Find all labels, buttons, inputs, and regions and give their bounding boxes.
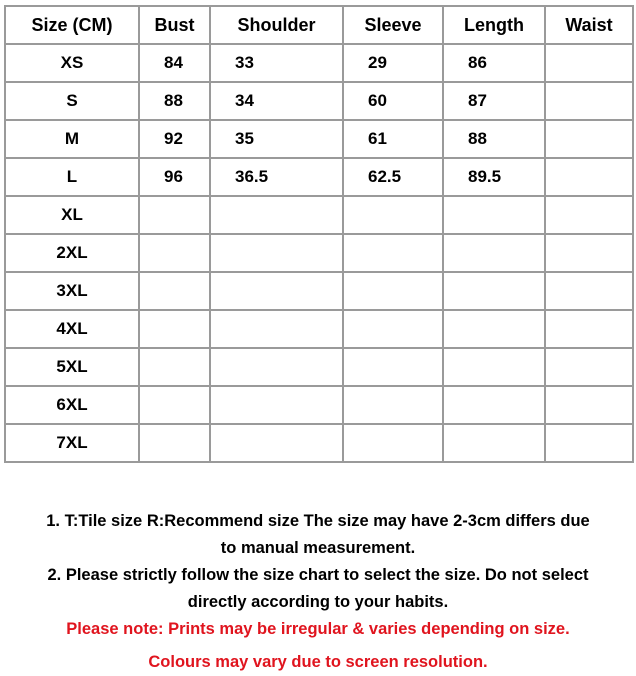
cell-length [443, 272, 545, 310]
cell-length [443, 386, 545, 424]
table-row [5, 386, 633, 424]
table-row [5, 272, 633, 310]
cell-length [443, 424, 545, 462]
cell-size: 4XL [5, 310, 139, 348]
cell-shoulder [210, 424, 343, 462]
cell-shoulder [210, 348, 343, 386]
cell-shoulder: 36.5 [210, 158, 343, 196]
note-1-line-2: to manual measurement. [220, 539, 416, 557]
cell-sleeve [343, 386, 443, 424]
table-row [5, 120, 633, 158]
cell-bust [139, 234, 210, 272]
cell-shoulder [210, 272, 343, 310]
cell-shoulder: 33 [210, 44, 343, 82]
cell-size: 6XL [5, 386, 139, 424]
cell-shoulder [210, 234, 343, 272]
size-chart-table [4, 5, 634, 463]
cell-bust [139, 272, 210, 310]
cell-bust [139, 348, 210, 386]
table-row [5, 196, 633, 234]
cell-bust: 92 [139, 120, 210, 158]
cell-size: 3XL [5, 272, 139, 310]
cell-sleeve [343, 234, 443, 272]
table-row [5, 310, 633, 348]
cell-bust: 88 [139, 82, 210, 120]
header-shoulder: Shoulder [210, 6, 343, 44]
cell-size: 7XL [5, 424, 139, 462]
cell-shoulder [210, 310, 343, 348]
cell-shoulder: 35 [210, 120, 343, 158]
cell-waist [545, 82, 633, 120]
notes-section [0, 508, 636, 676]
cell-sleeve: 60 [343, 82, 443, 120]
cell-waist [545, 120, 633, 158]
note-2-line-2: directly according to your habits. [187, 593, 449, 611]
header-waist: Waist [545, 6, 633, 44]
cell-shoulder: 34 [210, 82, 343, 120]
cell-size: XS [5, 44, 139, 82]
header-row [5, 6, 633, 44]
cell-bust [139, 424, 210, 462]
warning-colours: Colours may vary due to screen resolution. [148, 653, 488, 671]
cell-length: 88 [443, 120, 545, 158]
table-row [5, 424, 633, 462]
note-1-line-1: 1. T:Tile size R:Recommend size The size may have 2-3cm differs due [46, 512, 590, 530]
cell-waist [545, 196, 633, 234]
cell-length [443, 196, 545, 234]
header-sleeve: Sleeve [343, 6, 443, 44]
cell-sleeve: 29 [343, 44, 443, 82]
cell-sleeve [343, 196, 443, 234]
cell-waist [545, 386, 633, 424]
cell-bust [139, 386, 210, 424]
cell-waist [545, 158, 633, 196]
cell-length [443, 348, 545, 386]
cell-length [443, 234, 545, 272]
header-size: Size (CM) [5, 6, 139, 44]
header-length: Length [443, 6, 545, 44]
table-row [5, 44, 633, 82]
table-row [5, 348, 633, 386]
cell-length: 86 [443, 44, 545, 82]
table-row [5, 82, 633, 120]
cell-sleeve [343, 272, 443, 310]
cell-waist [545, 310, 633, 348]
cell-size: 2XL [5, 234, 139, 272]
cell-sleeve: 61 [343, 120, 443, 158]
table-row [5, 234, 633, 272]
cell-length: 89.5 [443, 158, 545, 196]
cell-waist [545, 44, 633, 82]
cell-size: XL [5, 196, 139, 234]
cell-sleeve [343, 348, 443, 386]
cell-length: 87 [443, 82, 545, 120]
table-row [5, 158, 633, 196]
cell-bust: 96 [139, 158, 210, 196]
cell-waist [545, 424, 633, 462]
cell-waist [545, 348, 633, 386]
cell-size: S [5, 82, 139, 120]
cell-waist [545, 272, 633, 310]
cell-length [443, 310, 545, 348]
cell-bust [139, 196, 210, 234]
cell-size: M [5, 120, 139, 158]
cell-sleeve: 62.5 [343, 158, 443, 196]
table-body [5, 44, 633, 462]
cell-size: 5XL [5, 348, 139, 386]
cell-size: L [5, 158, 139, 196]
cell-sleeve [343, 310, 443, 348]
cell-bust [139, 310, 210, 348]
cell-shoulder [210, 196, 343, 234]
cell-bust: 84 [139, 44, 210, 82]
cell-shoulder [210, 386, 343, 424]
note-2-line-1: 2. Please strictly follow the size chart to select the size. Do not select [47, 566, 589, 584]
cell-waist [545, 234, 633, 272]
header-bust: Bust [139, 6, 210, 44]
cell-sleeve [343, 424, 443, 462]
warning-prints: Please note: Prints may be irregular & varies depending on size. [66, 620, 570, 638]
